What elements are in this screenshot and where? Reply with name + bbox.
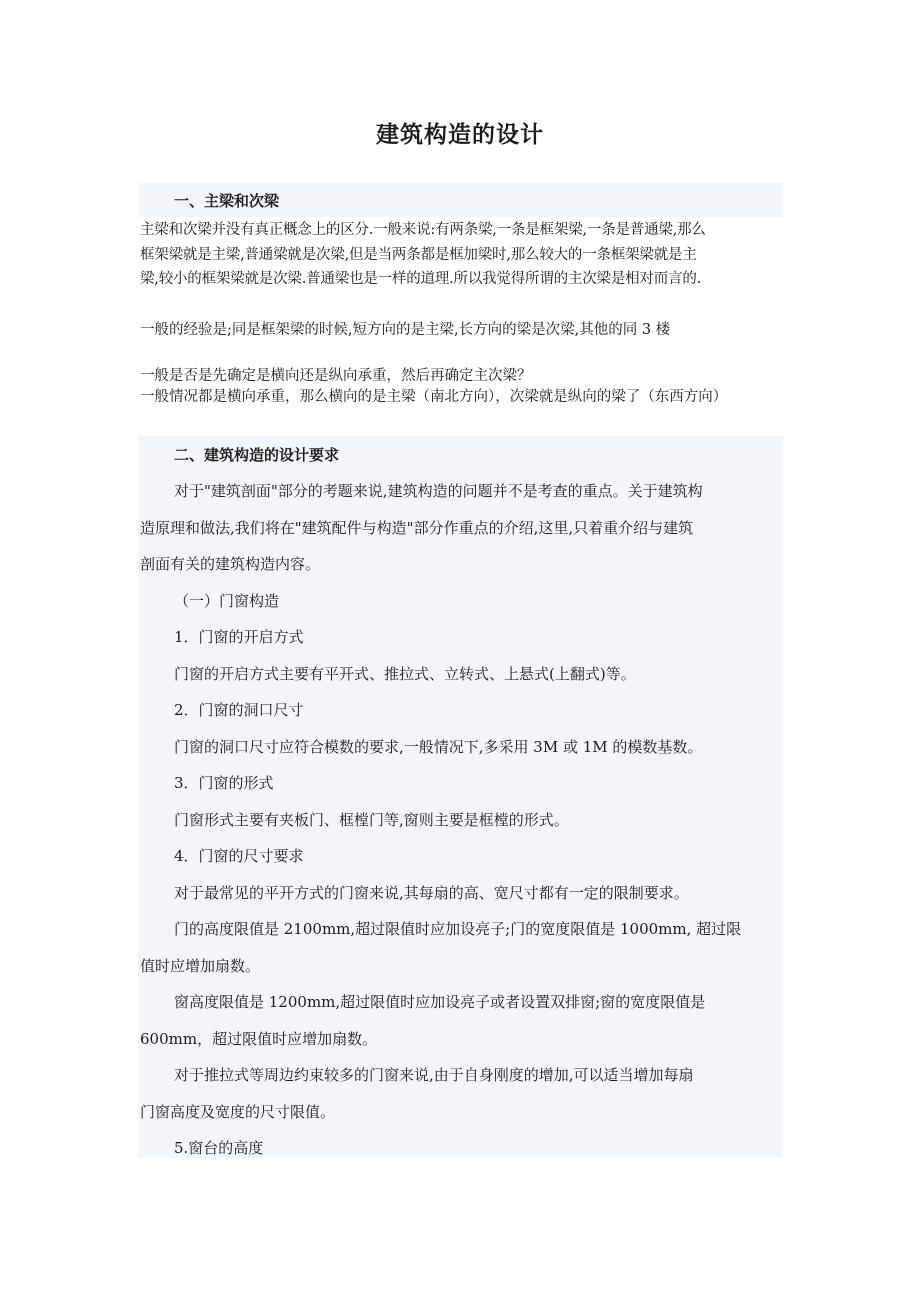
item-title: 2．门窗的洞口尺寸 [174, 701, 304, 719]
section2-heading: 二、建筑构造的设计要求 [174, 446, 340, 464]
sub-heading: （一）门窗构造 [174, 591, 280, 610]
item-title: 5.窗台的高度 [174, 1139, 264, 1157]
paragraph-line: 对于推拉式等周边约束较多的门窗来说,由于自身刚度的增加,可以适当增加每扇 [174, 1066, 694, 1084]
paragraph-line: 值时应增加扇数。 [140, 956, 261, 975]
paragraph-line: 框架梁就是主梁,普通梁就是次梁,但是当两条都是框加梁时,那么较大的一条框架梁就是主 [140, 246, 697, 263]
paragraph-line: 一般的经验是;同是框架梁的时候,短方向的是主梁,长方向的梁是次梁,其他的同 3 楼 [140, 322, 671, 338]
paragraph-line: 门窗高度及宽度的尺寸限值。 [140, 1102, 336, 1121]
paragraph-line: 对于"建筑剖面"部分的考题来说,建筑构造的问题并不是考查的重点。关于建筑构 [174, 482, 703, 500]
item-text: 门窗形式主要有夹板门、框樘门等,窗则主要是框樘的形式。 [174, 810, 569, 829]
paragraph-line: 门的高度限值是 2100mm,超过限值时应加设亮子;门的宽度限值是 1000mm, 超过限 [174, 920, 742, 938]
item-title: 3．门窗的形式 [174, 774, 274, 792]
paragraph-line: 剖面有关的建筑构造内容。 [140, 555, 321, 573]
paragraph-line: 造原理和做法,我们将在"建筑配件与构造"部分作重点的介绍,这里,只着重介绍与建筑 [140, 518, 694, 537]
section1-paragraph2 [140, 318, 785, 343]
paragraph-line: 600mm，超过限值时应增加扇数。 [140, 1029, 378, 1048]
item-title: 4．门窗的尺寸要求 [174, 847, 304, 865]
paragraph-line: 主梁和次梁并没有真正概念上的区分.一般来说:有两条梁,一条是框架梁,一条是普通梁,那么 [140, 222, 706, 238]
item-text: 门窗的开启方式主要有平开式、推拉式、立转式、上悬式(上翻式)等。 [174, 664, 636, 683]
section1-qa [140, 366, 785, 408]
section1-paragraph1 [140, 218, 785, 292]
item-text: 对于最常见的平开方式的门窗来说,其每扇的高、宽尺寸都有一定的限制要求。 [174, 883, 689, 902]
document-title: 建筑构造的设计 [376, 121, 544, 148]
section1-heading: 一、主梁和次梁 [174, 192, 280, 210]
section2 [140, 443, 780, 1167]
item-title: 1．门窗的开启方式 [174, 628, 304, 646]
paragraph-line: 窗高度限值是 1200mm,超过限值时应加设亮子或者设置双排窗;窗的宽度限值是 [174, 993, 706, 1011]
paragraph-line: 梁,较小的框架梁就是次梁.普通梁也是一样的道理.所以我觉得所谓的主次梁是相对而言的. [140, 271, 702, 287]
section2-body [140, 473, 780, 1167]
item-text: 门窗的洞口尺寸应符合模数的要求,一般情况下,多采用 3M 或 1M 的模数基数。 [174, 737, 703, 756]
question-text: 一般是否是先确定是横向还是纵向承重，然后再确定主次梁？ [140, 368, 532, 384]
answer-text: 一般情况都是横向承重，那么横向的是主梁（南北方向），次梁就是纵向的梁了（东西方向） [140, 389, 728, 405]
